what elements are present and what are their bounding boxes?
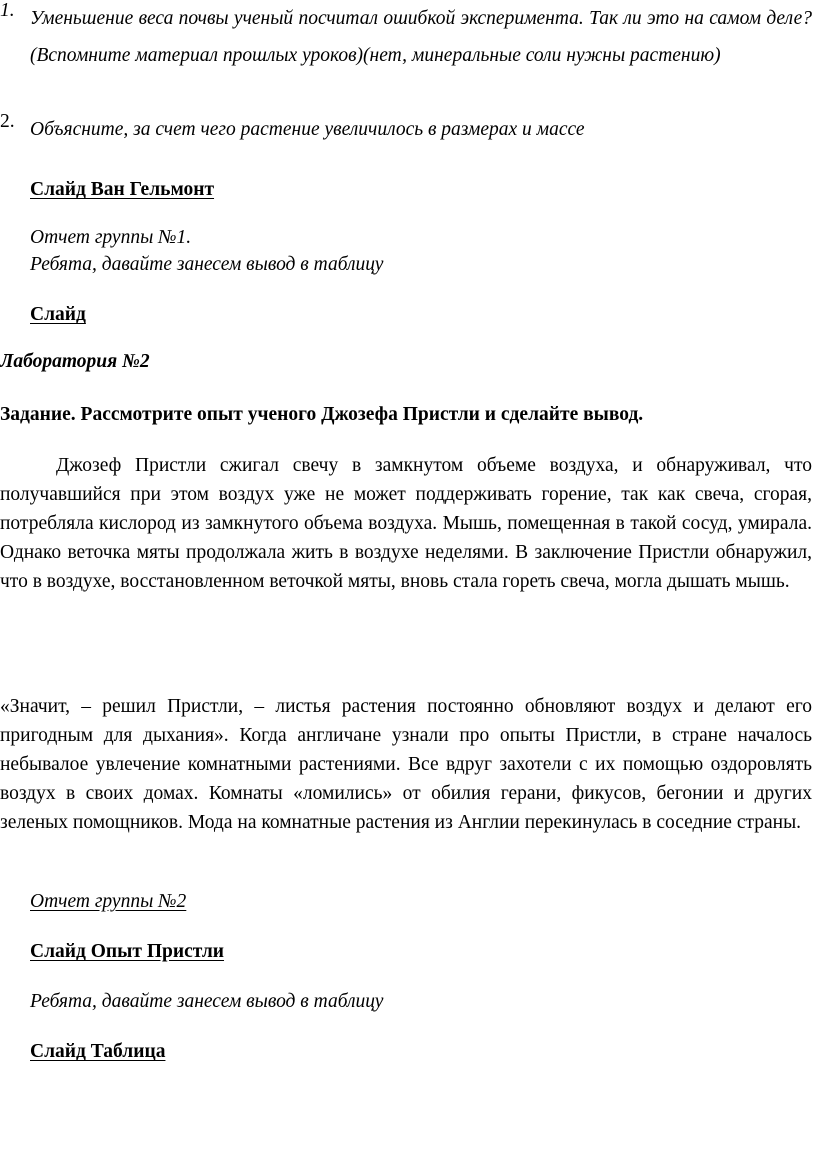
list-text-1: Уменьшение веса почвы ученый посчитал ошибкой эксперимента. Так ли это на самом деле? (Вспомните материал прошлых уроков)(нет, минеральные соли нужны растению): [30, 8, 812, 66]
slide-heading: Слайд: [30, 304, 86, 325]
report-group-1: Отчет группы №1.: [30, 227, 192, 248]
list-item-1: [0, 0, 812, 74]
list-item-2: [0, 111, 812, 148]
table-prompt-2: Ребята, давайте занесем вывод в таблицу: [30, 991, 384, 1012]
slide-van-helmont-heading: Слайд Ван Гельмонт: [30, 179, 215, 200]
quote-paragraph: «Значит, – решил Пристли, – листья растения постоянно обновляют воздух и делают его пригодным для дыхания». Когда англичане узнали про опыты Пристли, в стране началось небывалое увлечение комнатными растениями. Все вдруг захотели с их помощью оздоровлять воздух в своих домах. Комнаты «ломились» от обилия герани, фикусов, бегонии и других зеленых помощников. Мода на комнатные растения из Англии перекинулась в соседние страны.: [0, 696, 812, 833]
priestley-paragraph-text: Джозеф Пристли сжигал свечу в замкнутом объеме воздуха, и обнаруживал, что получавшийся при этом воздух уже не может поддерживать горение, так как свеча, сгорая, потребляла кислород из замкнутого объема воздуха. Мышь, помещенная в такой сосуд, умирала. Однако веточка мяты продолжала жить в воздухе неделями. В заключение Пристли обнаружил, что в воздухе, восстановленном веточкой мяты, вновь стала гореть свеча, могла дышать мышь.: [0, 455, 812, 592]
slide-table-heading: Слайд Таблица: [30, 1041, 166, 1062]
list-number-2: 2.: [0, 111, 15, 132]
list-text-2: Объясните, за счет чего растение увеличилось в размерах и массе: [30, 119, 585, 140]
priestley-paragraph: [0, 452, 812, 597]
lab-2-title: Лаборатория №2: [0, 351, 150, 372]
task-heading: Задание. Рассмотрите опыт ученого Джозефа Пристли и сделайте вывод.: [0, 404, 644, 425]
list-number-1: 1.: [0, 0, 15, 21]
table-prompt-1: Ребята, давайте занесем вывод в таблицу: [30, 254, 384, 275]
report-group-2: Отчет группы №2: [30, 891, 187, 912]
slide-priestley-heading: Слайд Опыт Пристли: [30, 941, 225, 962]
